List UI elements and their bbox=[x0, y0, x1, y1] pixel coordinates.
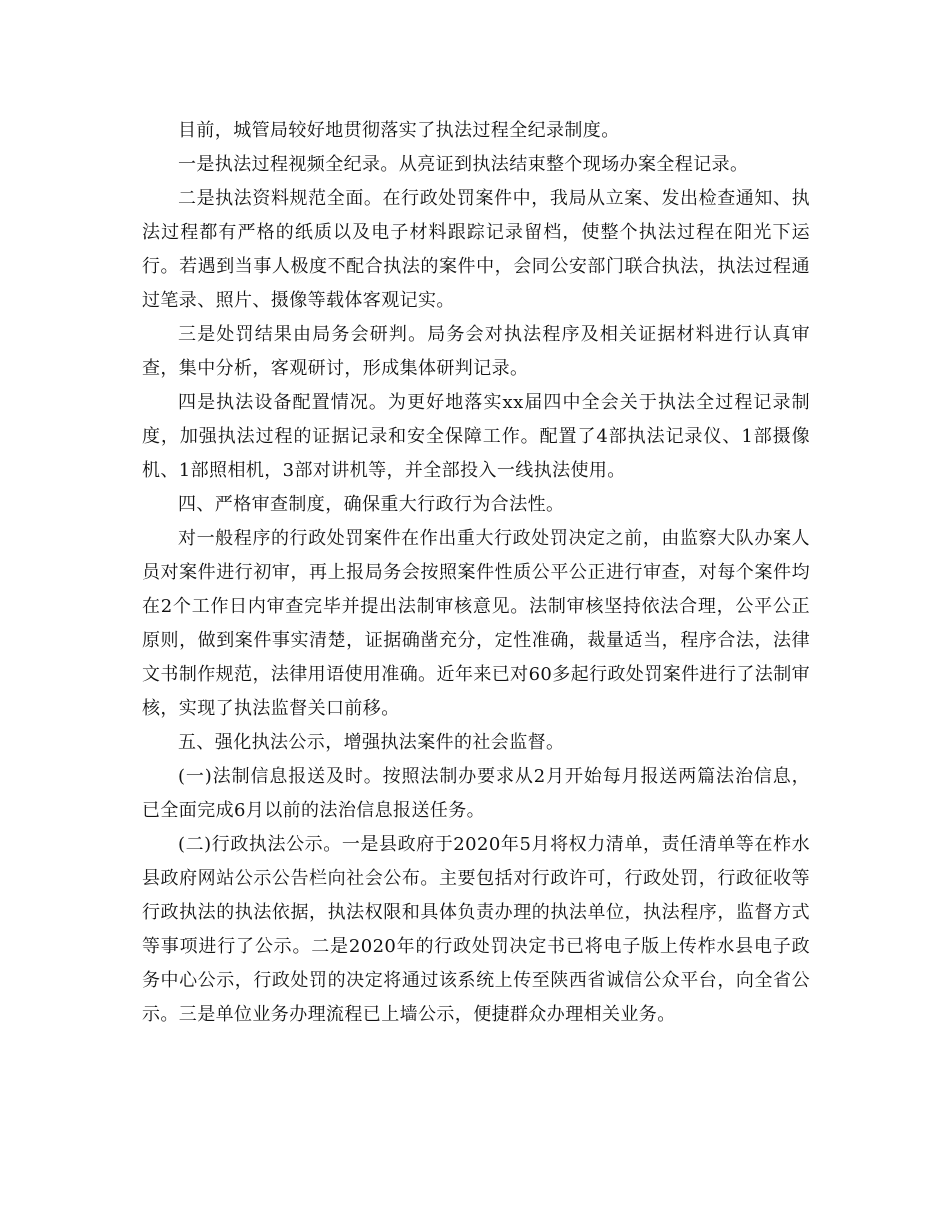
section-heading-publicity: 五、强化执法公示，增强执法案件的社会监督。 bbox=[178, 732, 565, 753]
paragraph-video-record: 一是执法过程视频全纪录。从亮证到执法结束整个现场办案全程记录。 bbox=[178, 154, 749, 175]
section-heading-review-system: 四、严格审查制度，确保重大行政行为合法性。 bbox=[178, 494, 565, 515]
document-body bbox=[142, 114, 810, 1032]
paragraph-info-reporting: (一)法制信息报送及时。按照法制办要求从2月开始每月报送两篇法治信息，已全面完成6月以前的法治信息报送任务。 bbox=[142, 766, 810, 821]
paragraph-review-meeting: 三是处罚结果由局务会研判。局务会对执法程序及相关证据材料进行认真审查，集中分析，客观研讨，形成集体研判记录。 bbox=[142, 324, 810, 379]
paragraph-equipment: 四是执法设备配置情况。为更好地落实xx届四中全会关于执法全过程记录制度，加强执法过程的证据记录和安全保障工作。配置了4部执法记录仪、1部摄像机、1部照相机，3部对讲机等，并全部投入一线执法使用。 bbox=[142, 392, 810, 481]
paragraph-materials: 二是执法资料规范全面。在行政处罚案件中，我局从立案、发出检查通知、执法过程都有严格的纸质以及电子材料跟踪记录留档，使整个执法过程在阳光下运行。若遇到当事人极度不配合执法的案件中，会同公安部门联合执法，执法过程通过笔录、照片、摄像等载体客观记实。 bbox=[142, 188, 810, 311]
paragraph-intro: 目前，城管局较好地贯彻落实了执法过程全纪录制度。 bbox=[178, 120, 620, 141]
paragraph-legal-review: 对一般程序的行政处罚案件在作出重大行政处罚决定之前，由监察大队办案人员对案件进行初审，再上报局务会按照案件性质公平公正进行审查，对每个案件均在2个工作日内审查完毕并提出法制审核意见。法制审核坚持依法合理，公平公正原则，做到案件事实清楚，证据确凿充分，定性准确，裁量适当，程序合法，法律文书制作规范，法律用语使用准确。近年来已对60多起行政处罚案件进行了法制审核，实现了执法监督关口前移。 bbox=[142, 528, 810, 719]
paragraph-enforcement-publicity: (二)行政执法公示。一是县政府于2020年5月将权力清单，责任清单等在柞水县政府网站公示公告栏向社会公布。主要包括对行政许可，行政处罚，行政征收等行政执法的执法依据，执法权限和具体负责办理的执法单位，执法程序，监督方式等事项进行了公示。二是2020年的行政处罚决定书已将电子版上传柞水县电子政务中心公示，行政处罚的决定将通过该系统上传至陕西省诚信公众平台，向全省公示。三是单位业务办理流程已上墙公示，便捷群众办理相关业务。 bbox=[142, 834, 810, 1025]
